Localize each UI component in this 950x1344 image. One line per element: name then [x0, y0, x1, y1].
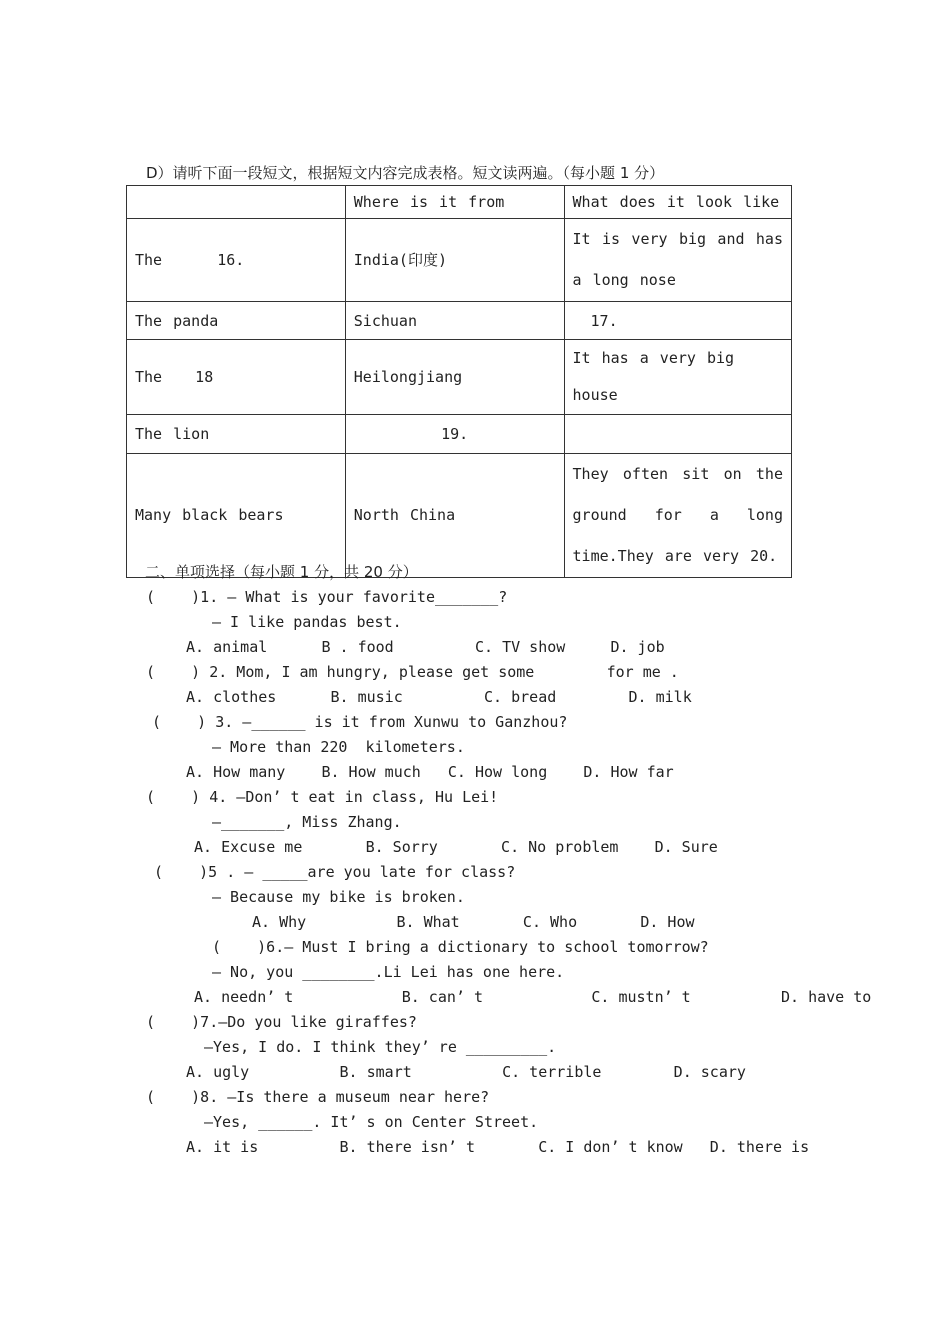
question-4-options: A. Excuse me B. Sorry C. No problem D. Sure — [194, 838, 718, 856]
animal-cell: The panda — [127, 302, 346, 340]
table-header-cell: Where is it from — [345, 186, 564, 219]
question-8-reply: —Yes, ______. It’ s on Center Street. — [204, 1113, 539, 1131]
question-4-stem: ( ) 4. —Don’ t eat in class, Hu Lei! — [146, 788, 499, 806]
question-8-options: A. it is B. there isn’ t C. I don’ t know D. there is — [186, 1138, 810, 1156]
question-3-reply: — More than 220 kilometers. — [212, 738, 465, 756]
table-row — [127, 454, 792, 578]
animal-cell: Many black bears — [127, 454, 346, 578]
question-3-stem: ( ) 3. —______ is it from Xunwu to Ganzhou? — [152, 713, 568, 731]
question-5-options: A. Why B. What C. Who D. How — [252, 913, 695, 931]
appearance-cell: It has a very big house — [564, 340, 791, 415]
question-4-reply: —_______, Miss Zhang. — [212, 813, 402, 831]
section-2-title: 二、单项选择（每小题 1 分，共 20 分） — [145, 563, 418, 581]
question-1-reply: — I like pandas best. — [212, 613, 402, 631]
origin-cell: North China — [345, 454, 564, 578]
appearance-cell: They often sit on the ground for a long time.They are very 20. — [564, 454, 791, 578]
origin-cell: India(印度) — [345, 219, 564, 302]
question-8-stem: ( )8. —Is there a museum near here? — [146, 1088, 490, 1106]
question-1-stem: ( )1. — What is your favorite_______? — [146, 588, 508, 606]
question-2-options: A. clothes B. music C. bread D. milk — [186, 688, 692, 706]
question-3-options: A. How many B. How much C. How long D. How far — [186, 763, 674, 781]
table-header-cell: What does it look like — [564, 186, 791, 219]
question-5-reply: — Because my bike is broken. — [212, 888, 465, 906]
origin-cell: Sichuan — [345, 302, 564, 340]
section-d-instruction: D）请听下面一段短文，根据短文内容完成表格。短文读两遍。（每小题 1 分） — [146, 164, 665, 182]
origin-cell: 19. — [345, 415, 564, 454]
table-header-cell — [127, 186, 346, 219]
appearance-cell: 17. — [564, 302, 791, 340]
appearance-cell — [564, 415, 791, 454]
listening-table — [126, 185, 792, 578]
table-row — [127, 219, 792, 302]
question-2-stem: ( ) 2. Mom, I am hungry, please get some for me . — [146, 663, 679, 681]
table-row — [127, 415, 792, 454]
question-6-reply: — No, you ________.Li Lei has one here. — [212, 963, 565, 981]
question-7-options: A. ugly B. smart C. terrible D. scary — [186, 1063, 746, 1081]
question-5-stem: ( )5 . — _____are you late for class? — [154, 863, 516, 881]
question-1-options: A. animal B . food C. TV show D. job — [186, 638, 665, 656]
question-6-stem: ( )6.— Must I bring a dictionary to school tomorrow? — [212, 938, 709, 956]
question-7-reply: —Yes, I do. I think they’ re _________. — [204, 1038, 557, 1056]
table-row — [127, 340, 792, 415]
table-header-row — [127, 186, 792, 219]
animal-cell: The 16. — [127, 219, 346, 302]
question-7-stem: ( )7.—Do you like giraffes? — [146, 1013, 417, 1031]
appearance-cell: It is very big and has a long nose — [564, 219, 791, 302]
origin-cell: Heilongjiang — [345, 340, 564, 415]
question-6-options: A. needn’ t B. can’ t C. mustn’ t D. have to — [194, 988, 872, 1006]
table-row — [127, 302, 792, 340]
animal-cell: The 18 — [127, 340, 346, 415]
animal-cell: The lion — [127, 415, 346, 454]
